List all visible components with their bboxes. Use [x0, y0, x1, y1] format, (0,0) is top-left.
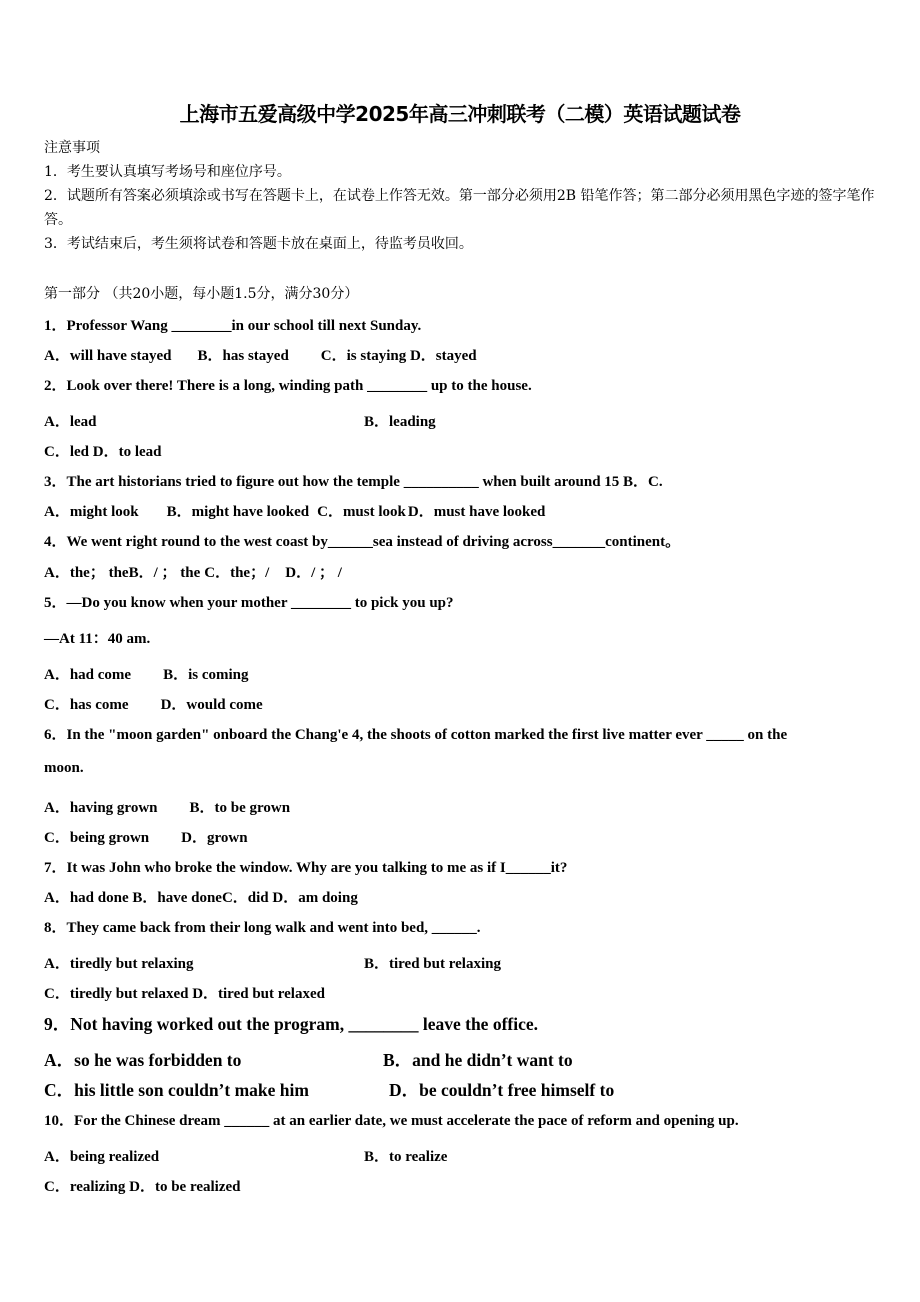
question-10-option-a: A．being realized [44, 1149, 160, 1165]
notice-item-2: 2．试题所有答案必须填涂或书写在答题卡上，在试卷上作答无效。第一部分必须用2B 铅笔作答；第二部分必须用黑色字迹的签字笔作答。 [44, 188, 875, 228]
question-9-option-a: A．so he was forbidden to [44, 1050, 242, 1070]
question-8-option-c-d: C．tiredly but relaxed D．tired but relaxed [44, 986, 325, 1002]
option-b: B．has stayed [197, 348, 289, 364]
question-4-options [44, 561, 342, 582]
option-b: B．/ ； the [128, 565, 201, 581]
question-5-reply: —At 11：40 am. [44, 631, 151, 647]
question-4-stem: 4．We went right round to the west coast by______sea instead of driving across_______continent。 [44, 534, 681, 550]
question-5-options-ab [44, 663, 249, 684]
option-a: A．will have stayed [44, 348, 172, 364]
option-a: A．having grown [44, 800, 158, 816]
question-8-stem: 8．They came back from their long walk and went into bed, ______. [44, 920, 481, 936]
question-1-options [44, 344, 477, 365]
question-3-stem: 3．The art historians tried to figure out how the temple __________ when built around 15 B．C. [44, 474, 663, 490]
question-6-options-ab [44, 796, 290, 817]
option-d: D．must have looked [407, 504, 546, 520]
question-6-options-cd [44, 826, 248, 847]
notice-item-3: 3．考试结束后，考生须将试卷和答题卡放在桌面上，待监考员收回。 [44, 236, 473, 252]
question-7-stem: 7．It was John who broke the window. Why are you talking to me as if I______it? [44, 860, 568, 876]
exam-title: 上海市五爱高级中学2025年高三冲刺联考（二模）英语试题试卷 [179, 102, 741, 126]
option-d: D．/ ； / [285, 565, 342, 581]
option-d: D．grown [181, 830, 248, 846]
question-2-stem: 2．Look over there! There is a long, winding path ________ up to the house. [44, 378, 532, 394]
question-8-option-a: A．tiredly but relaxing [44, 956, 194, 972]
notice-heading: 注意事项 [44, 140, 100, 156]
option-a: A．the； the [44, 565, 129, 581]
question-9-option-c: C．his little son couldn’t make him [44, 1080, 309, 1100]
notice-item-1: 1．考生要认真填写考场号和座位序号。 [44, 164, 291, 180]
question-2-option-c-d: C．led D．to lead [44, 444, 162, 460]
option-c: C．must look [317, 504, 406, 520]
option-b: B．to be grown [189, 800, 291, 816]
question-7-options: A．had done B．have doneC．did D．am doing [44, 890, 358, 906]
question-10-option-c-d: C．realizing D．to be realized [44, 1179, 241, 1195]
option-b: B．might have looked [166, 504, 310, 520]
question-9-stem: 9．Not having worked out the program, ________ leave the office. [44, 1014, 538, 1034]
question-10-option-b: B．to realize [364, 1149, 448, 1165]
option-d: D．would come [160, 697, 263, 713]
question-3-options [44, 500, 545, 521]
section-heading: 第一部分 （共20小题，每小题1.5分，满分30分） [44, 286, 359, 302]
question-6-stem: 6．In the "moon garden" onboard the Chang'e 4, the shoots of cotton marked the first live matter ever _____ on the [44, 727, 788, 743]
question-10-stem: 10．For the Chinese dream ______ at an earlier date, we must accelerate the pace of reform and opening up. [44, 1113, 739, 1129]
question-1-stem: 1．Professor Wang ________in our school till next Sunday. [44, 318, 422, 334]
question-6-stem-continued: moon. [44, 760, 84, 776]
option-a: A．had come [44, 667, 132, 683]
option-c: C．the；/ [204, 565, 270, 581]
option-c: C．being grown [44, 830, 150, 846]
question-2-option-a: A．lead [44, 414, 97, 430]
question-5-stem: 5．—Do you know when your mother ________ to pick you up? [44, 595, 454, 611]
option-c: C．has come [44, 697, 129, 713]
question-8-option-b: B．tired but relaxing [364, 956, 501, 972]
option-c-d: C．is staying D．stayed [320, 348, 477, 364]
question-9-option-d: D．be couldn’t free himself to [389, 1080, 615, 1100]
question-5-options-cd [44, 693, 263, 714]
question-2-option-b: B．leading [364, 414, 436, 430]
option-a: A．might look [44, 504, 139, 520]
option-b: B．is coming [163, 667, 249, 683]
question-9-option-b: B．and he didn’t want to [383, 1050, 573, 1070]
